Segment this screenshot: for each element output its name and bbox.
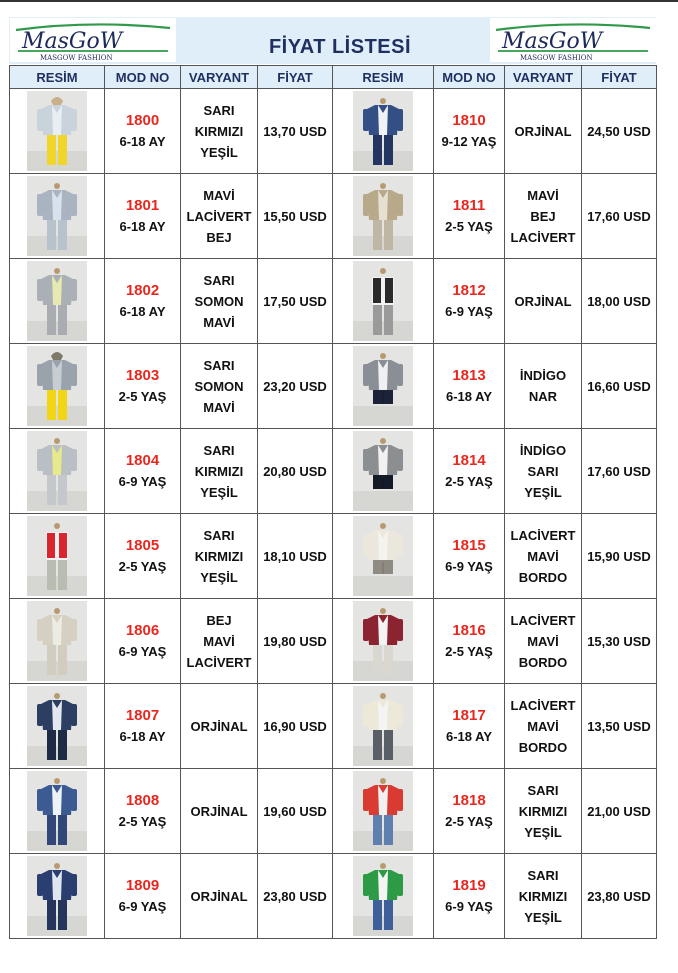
- model-number: 1811: [452, 197, 486, 214]
- price-value: 17,50 USD: [263, 293, 327, 309]
- variant-color: ORJİNAL: [514, 123, 572, 139]
- variant-cell: [505, 599, 582, 684]
- variant-color: KIRMIZI: [194, 123, 244, 139]
- variant-cell: [181, 769, 258, 854]
- model-number: 1815: [452, 537, 486, 554]
- variant-color: SOMON: [194, 378, 244, 394]
- model-cell: [434, 769, 505, 854]
- age-range: 2-5 YAŞ: [445, 814, 493, 829]
- age-range: 6-18 AY: [119, 729, 166, 744]
- age-range: 2-5 YAŞ: [118, 814, 167, 829]
- variant-color: YEŞİL: [200, 144, 238, 160]
- age-range: 2-5 YAŞ: [118, 559, 167, 574]
- variant-color: BEJ: [206, 229, 232, 245]
- product-photo-1809: [10, 854, 105, 939]
- product-photo-1815: [333, 514, 434, 599]
- variant-color: BEJ: [530, 208, 556, 224]
- product-photo-1808: [10, 769, 105, 854]
- variant-cell: [181, 684, 258, 769]
- model-number: 1819: [452, 877, 486, 894]
- table-row: [10, 684, 657, 769]
- variant-color: MAVİ: [203, 399, 235, 415]
- product-photo-1818: [333, 769, 434, 854]
- model-cell: [105, 514, 181, 599]
- price-cell: [582, 89, 657, 174]
- variant-color: MAVİ: [527, 548, 559, 564]
- variant-cell: [505, 769, 582, 854]
- model-number: 1814: [452, 452, 486, 469]
- variant-color: SARI: [203, 357, 235, 373]
- variant-color: LACİVERT: [510, 229, 576, 245]
- table-row: [10, 769, 657, 854]
- model-number: 1813: [452, 367, 486, 384]
- page-title: FİYAT LİSTESİ: [268, 36, 412, 58]
- column-header: FİYAT: [582, 66, 657, 89]
- variant-color: BORDO: [518, 739, 568, 755]
- model-cell: [434, 344, 505, 429]
- column-header: FİYAT: [258, 66, 333, 89]
- price-value: 23,20 USD: [263, 378, 327, 394]
- variant-color: MAVİ: [203, 633, 235, 649]
- price-value: 23,80 USD: [263, 888, 327, 904]
- price-value: 13,70 USD: [263, 123, 327, 139]
- price-value: 20,80 USD: [263, 463, 327, 479]
- variant-color: LACİVERT: [510, 527, 576, 543]
- column-header: MOD NO: [434, 66, 505, 89]
- variant-color: SARI: [203, 527, 235, 543]
- product-photo-1814: [333, 429, 434, 514]
- model-cell: [434, 89, 505, 174]
- variant-cell: [505, 429, 582, 514]
- price-value: 15,30 USD: [587, 633, 651, 649]
- variant-cell: [181, 344, 258, 429]
- product-photo-1803: [10, 344, 105, 429]
- variant-color: KIRMIZI: [194, 463, 244, 479]
- variant-color: SARI: [527, 867, 559, 883]
- price-cell: [582, 684, 657, 769]
- model-number: 1804: [125, 452, 160, 469]
- model-number: 1810: [452, 112, 486, 129]
- variant-color: LACİVERT: [510, 697, 576, 713]
- model-cell: [434, 429, 505, 514]
- model-cell: [105, 259, 181, 344]
- table-row: [10, 599, 657, 684]
- table-row: [10, 89, 657, 174]
- price-cell: [258, 429, 333, 514]
- column-header: RESİM: [10, 66, 105, 89]
- age-range: 6-9 YAŞ: [118, 899, 167, 914]
- variant-color: MAVİ: [203, 187, 235, 203]
- price-value: 13,50 USD: [587, 718, 651, 734]
- model-cell: [434, 684, 505, 769]
- variant-color: LACİVERT: [186, 654, 252, 670]
- table-row: [10, 344, 657, 429]
- variant-color: SARI: [203, 442, 235, 458]
- variant-cell: [181, 514, 258, 599]
- age-range: 6-18 AY: [119, 219, 166, 234]
- price-cell: [258, 174, 333, 259]
- price-value: 24,50 USD: [587, 123, 651, 139]
- model-number: 1801: [125, 197, 160, 214]
- model-number: 1802: [125, 282, 160, 299]
- top-rule: [0, 0, 678, 2]
- variant-cell: [181, 174, 258, 259]
- price-cell: [582, 514, 657, 599]
- product-photo-1811: [333, 174, 434, 259]
- model-number: 1807: [125, 707, 160, 724]
- variant-color: LACİVERT: [510, 612, 576, 628]
- price-cell: [582, 769, 657, 854]
- model-cell: [105, 854, 181, 939]
- product-photo-1810: [333, 89, 434, 174]
- product-photo-1804: [10, 429, 105, 514]
- age-range: 6-9 YAŞ: [118, 644, 167, 659]
- table-row: [10, 429, 657, 514]
- variant-color: NAR: [528, 389, 558, 404]
- model-cell: [434, 259, 505, 344]
- price-cell: [582, 344, 657, 429]
- age-range: 6-9 YAŞ: [118, 474, 167, 489]
- variant-color: LACİVERT: [186, 208, 252, 224]
- variant-color: MAVİ: [527, 187, 559, 203]
- variant-color: BEJ: [206, 612, 232, 628]
- variant-color: SARI: [203, 272, 235, 288]
- price-value: 21,00 USD: [587, 803, 651, 819]
- variant-color: ORJİNAL: [190, 718, 248, 734]
- price-value: 18,10 USD: [263, 548, 327, 564]
- price-cell: [258, 684, 333, 769]
- variant-cell: [505, 174, 582, 259]
- table-row: [10, 514, 657, 599]
- column-header: VARYANT: [505, 66, 582, 89]
- model-number: 1803: [125, 367, 160, 384]
- product-photo-1805: [10, 514, 105, 599]
- variant-color: MAVİ: [203, 314, 235, 330]
- age-range: 6-18 AY: [445, 389, 492, 404]
- model-cell: [105, 684, 181, 769]
- table-header-row: [10, 66, 657, 89]
- product-photo-1813: [333, 344, 434, 429]
- model-cell: [105, 174, 181, 259]
- variant-cell: [505, 344, 582, 429]
- product-photo-1801: [10, 174, 105, 259]
- variant-color: MAVİ: [527, 633, 559, 649]
- price-cell: [258, 514, 333, 599]
- price-cell: [258, 89, 333, 174]
- model-number: 1808: [125, 792, 160, 809]
- age-range: 6-9 YAŞ: [445, 899, 493, 914]
- model-cell: [434, 514, 505, 599]
- price-value: 19,60 USD: [263, 803, 327, 819]
- model-number: 1812: [452, 282, 486, 299]
- table-row: [10, 259, 657, 344]
- price-value: 23,80 USD: [587, 888, 651, 904]
- svg-text:MasGoW: MasGoW: [22, 29, 123, 54]
- age-range: 6-18 AY: [445, 729, 492, 744]
- variant-color: KIRMIZI: [518, 803, 568, 819]
- variant-color: SARI: [203, 102, 235, 118]
- variant-color: SOMON: [194, 293, 244, 309]
- age-range: 6-9 YAŞ: [445, 559, 493, 574]
- model-number: 1805: [125, 537, 160, 554]
- product-photo-1800: [10, 89, 105, 174]
- model-number: 1818: [452, 792, 486, 809]
- price-value: 17,60 USD: [587, 208, 651, 224]
- column-header: MOD NO: [105, 66, 181, 89]
- price-value: 15,90 USD: [587, 548, 651, 564]
- price-value: 18,00 USD: [587, 293, 651, 309]
- variant-color: İNDİGO: [519, 442, 567, 458]
- model-cell: [105, 599, 181, 684]
- age-range: 6-18 AY: [119, 134, 166, 149]
- age-range: 2-5 YAŞ: [118, 389, 167, 404]
- variant-cell: [181, 599, 258, 684]
- model-number: 1806: [125, 622, 160, 639]
- variant-cell: [181, 429, 258, 514]
- table-row: [10, 854, 657, 939]
- price-cell: [258, 259, 333, 344]
- variant-cell: [181, 259, 258, 344]
- age-range: 2-5 YAŞ: [445, 474, 493, 489]
- product-photo-1802: [10, 259, 105, 344]
- product-photo-1816: [333, 599, 434, 684]
- variant-cell: [181, 89, 258, 174]
- column-header: VARYANT: [181, 66, 258, 89]
- model-number: 1817: [452, 707, 486, 724]
- variant-color: YEŞİL: [200, 569, 238, 585]
- age-range: 6-9 YAŞ: [445, 304, 493, 319]
- price-cell: [582, 854, 657, 939]
- variant-color: MAVİ: [527, 718, 559, 734]
- model-cell: [434, 599, 505, 684]
- variant-color: YEŞİL: [524, 484, 562, 500]
- variant-cell: [505, 684, 582, 769]
- variant-color: İNDİGO: [519, 368, 567, 383]
- variant-color: YEŞİL: [524, 824, 562, 840]
- price-table: [9, 65, 657, 939]
- variant-color: KIRMIZI: [194, 548, 244, 564]
- price-cell: [258, 344, 333, 429]
- price-cell: [258, 854, 333, 939]
- product-photo-1807: [10, 684, 105, 769]
- product-photo-1806: [10, 599, 105, 684]
- age-range: 2-5 YAŞ: [445, 219, 493, 234]
- product-photo-1819: [333, 854, 434, 939]
- model-cell: [105, 769, 181, 854]
- price-cell: [582, 174, 657, 259]
- price-value: 16,90 USD: [263, 718, 327, 734]
- svg-text:MASGOW FASHION: MASGOW FASHION: [40, 54, 113, 62]
- age-range: 2-5 YAŞ: [445, 644, 493, 659]
- model-cell: [105, 89, 181, 174]
- variant-color: BORDO: [518, 569, 568, 585]
- price-value: 16,60 USD: [587, 378, 651, 394]
- product-photo-1812: [333, 259, 434, 344]
- model-number: 1816: [452, 622, 486, 639]
- table-row: [10, 174, 657, 259]
- variant-color: YEŞİL: [524, 909, 562, 925]
- price-value: 19,80 USD: [263, 633, 327, 649]
- variant-color: SARI: [527, 463, 559, 479]
- price-cell: [582, 429, 657, 514]
- model-cell: [105, 344, 181, 429]
- product-photo-1817: [333, 684, 434, 769]
- column-header: RESİM: [333, 66, 434, 89]
- price-cell: [258, 599, 333, 684]
- age-range: 6-18 AY: [119, 304, 166, 319]
- svg-text:MASGOW FASHION: MASGOW FASHION: [520, 54, 593, 62]
- variant-color: ORJİNAL: [190, 888, 248, 904]
- age-range: 9-12 YAŞ: [441, 134, 497, 149]
- variant-cell: [505, 259, 582, 344]
- brand-logo-left: [10, 18, 176, 62]
- model-number: 1809: [125, 877, 160, 894]
- model-cell: [434, 854, 505, 939]
- variant-cell: [505, 854, 582, 939]
- price-value: 15,50 USD: [263, 208, 327, 224]
- variant-cell: [505, 89, 582, 174]
- svg-text:MasGoW: MasGoW: [502, 29, 603, 54]
- variant-color: SARI: [527, 782, 559, 798]
- variant-cell: [181, 854, 258, 939]
- variant-color: KIRMIZI: [518, 888, 568, 904]
- model-cell: [434, 174, 505, 259]
- brand-logo-right: [490, 18, 656, 62]
- model-number: 1800: [125, 112, 160, 129]
- model-cell: [105, 429, 181, 514]
- variant-color: YEŞİL: [200, 484, 238, 500]
- variant-color: ORJİNAL: [514, 293, 572, 309]
- price-cell: [582, 259, 657, 344]
- variant-cell: [505, 514, 582, 599]
- price-cell: [582, 599, 657, 684]
- price-cell: [258, 769, 333, 854]
- variant-color: BORDO: [518, 654, 568, 670]
- price-value: 17,60 USD: [587, 463, 651, 479]
- variant-color: ORJİNAL: [190, 803, 248, 819]
